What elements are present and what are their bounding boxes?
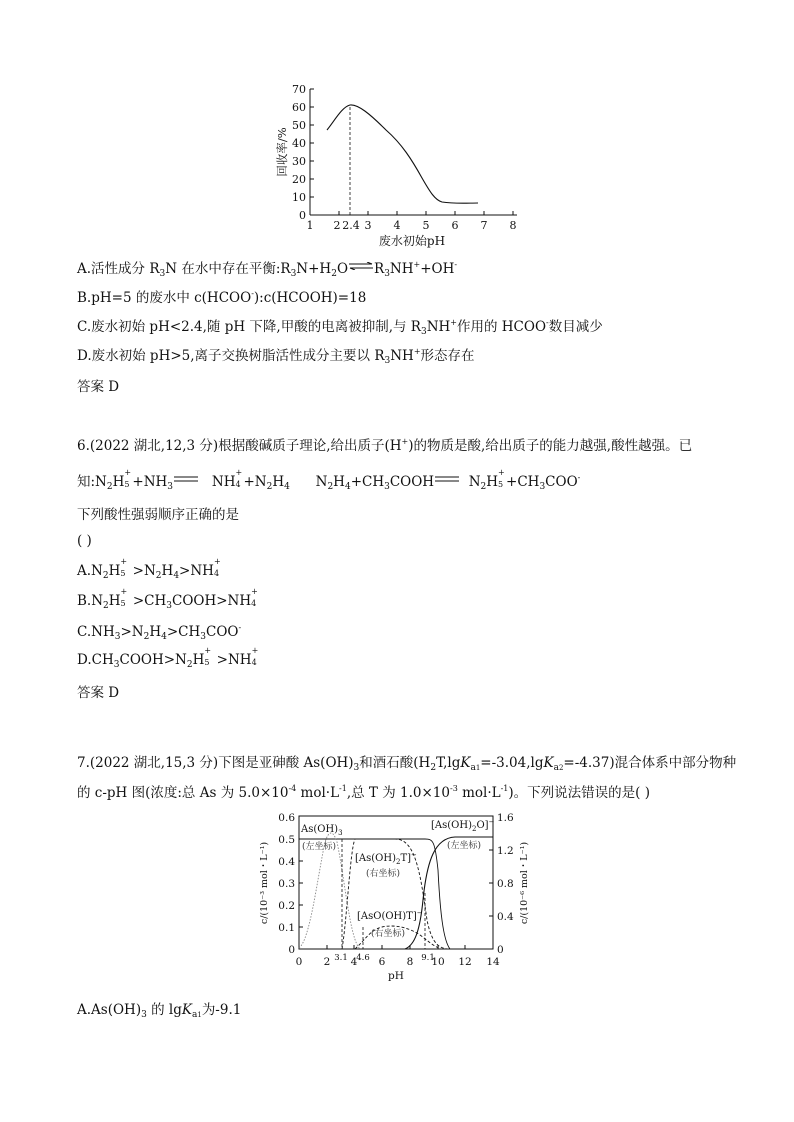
- recovery-chart: [270, 82, 530, 252]
- svg-text:12: 12: [458, 956, 472, 968]
- q5-option-a: A.活性成分 $R_3N$ 在水中存在平衡$:R_3N+H_2O$ $R_3NH^++OH^-$: [77, 260, 458, 279]
- x-tick: 7: [480, 219, 488, 232]
- y-axis-label: 回收率/%: [275, 127, 289, 177]
- x-tick: 5: [422, 219, 430, 232]
- svg-text:[As(OH)2T]−: $[As(OH)_2T]^-$: [355, 851, 417, 866]
- x-axis-label: pH: [388, 970, 404, 982]
- x-tick: 6: [451, 219, 459, 232]
- svg-text:1.2: 1.2: [497, 845, 514, 857]
- q6-option-b: $B.N_2H$ + 5 $>CH_3COOH>NH$ + 4: [77, 587, 258, 611]
- svg-text:0.8: 0.8: [497, 878, 514, 890]
- svg-text:0.4: 0.4: [278, 856, 295, 868]
- svg-text:0.4: 0.4: [497, 911, 514, 923]
- svg-text:0: 0: [497, 944, 504, 956]
- q6-answer: 答案 D: [77, 685, 120, 701]
- q7-stem-line2: 的 c-pH 图(浓度:总 As 为 $5.0\times 10^{-4}$ $mol\cdot L^{-1}$,总 T 为 $1.0\times 10^{-3}$ $mol\cdot L^{-1}$)。下列说法错误的是( ): [77, 784, 650, 801]
- svg-text:4: 4: [350, 956, 358, 968]
- q5-option-c: C.废水初始 pH<2.4,随 pH 下降,甲酸的电离被抑制,与 $R_3NH^+$作用的 HCOO-数目减少: [77, 318, 603, 337]
- q7-stem-line1: 7.(2022 湖北,15,3 分)下图是亚砷酸 $As(OH)_3$和酒石酸$(H_2T,\lg K_{a1}=-3.04,\lg K_{a2}=-4.37)$混合体系中部分物种: [77, 755, 737, 773]
- c-ph-chart: [255, 810, 535, 990]
- q6-option-d: $D.CH_3COOH>N_2H$ + 5 >NH + 4: [77, 646, 259, 670]
- svg-text:0.6: 0.6: [278, 812, 295, 824]
- svg-text:(右坐标): (右坐标): [366, 869, 401, 879]
- svg-text:0: 0: [288, 944, 295, 956]
- svg-text:6: 6: [378, 956, 386, 968]
- right-axis-label: c/(10⁻⁶ mol・L⁻¹): [519, 841, 530, 925]
- svg-text:[AsO(OH)T]−: [AsO(OH)T]−: [357, 909, 423, 922]
- svg-text:9.1: 9.1: [421, 953, 435, 963]
- q6-stem-line3: 下列酸性强弱顺序正确的是: [77, 507, 239, 523]
- y-tick: 70: [292, 83, 306, 96]
- y-tick: 10: [292, 191, 306, 204]
- svg-text:0.2: 0.2: [278, 900, 295, 912]
- svg-text:3.1: 3.1: [334, 953, 348, 963]
- y-tick: 60: [292, 101, 306, 114]
- svg-text:(左坐标): (左坐标): [302, 842, 337, 852]
- svg-text:0.1: 0.1: [278, 922, 295, 934]
- svg-text:1.6: 1.6: [497, 812, 514, 824]
- q6-option-c: $C.NH_3>N_2H_4>CH_3COO^-$: [77, 623, 242, 642]
- svg-text:(右坐标): (右坐标): [371, 929, 406, 939]
- q5-option-b: B.pH=5 的废水中 c(HCOO-):c(HCOOH)=18: [77, 289, 367, 306]
- equilibrium-arrow-icon: [173, 475, 199, 483]
- x-tick: 1: [306, 219, 314, 232]
- svg-text:0.3: 0.3: [278, 878, 295, 890]
- x-tick: 2.4: [342, 219, 360, 232]
- svg-text:[As(OH)2O]−: $[As(OH)_2O]^-$: [431, 818, 495, 833]
- x-tick: 2: [333, 219, 341, 232]
- q6-answer-paren: ( ): [77, 533, 92, 549]
- svg-text:2: 2: [323, 956, 331, 968]
- q7-option-a: $A.As(OH)_3$ 的 lgK$_{a1}$为-9.1: [77, 1002, 242, 1020]
- q6-stem-line2: 知$:N_2H$ + 5 $+NH_3$ NH + 4 $+N_2H_4$ $N_2H_4+CH_3COOH$ $N_2H$ + 5 $+CH_3COO^-$: [77, 468, 581, 492]
- svg-text:14: 14: [486, 956, 500, 968]
- q6-stem-line1: 6.(2022 湖北,12,3 分)根据酸碱质子理论,给出质子(H+)的物质是酸,给出质子的能力越强,酸性越强。已: [77, 437, 693, 454]
- x-tick: 3: [364, 219, 372, 232]
- y-tick: 50: [292, 119, 306, 132]
- svg-text:As(OH)3: $As(OH)_3$: [301, 824, 343, 837]
- svg-text:0.5: 0.5: [278, 834, 295, 846]
- y-tick: 20: [292, 173, 306, 186]
- y-tick: 40: [292, 137, 306, 150]
- equilibrium-arrow-icon: [434, 475, 460, 483]
- svg-text:10: 10: [431, 956, 445, 968]
- equilibrium-arrow-icon: [348, 262, 374, 270]
- x-axis-label: 废水初始pH: [378, 234, 446, 248]
- y-tick: 30: [292, 155, 306, 168]
- svg-text:8: 8: [406, 956, 414, 968]
- svg-text:(左坐标): (左坐标): [447, 841, 482, 851]
- left-axis-label: c/(10⁻³ mol・L⁻¹): [259, 841, 270, 925]
- svg-text:0: 0: [295, 956, 303, 968]
- y-tick: 0: [299, 209, 306, 222]
- svg-text:4.6: 4.6: [356, 953, 370, 963]
- q5-option-d: D.废水初始 pH>5,离子交换树脂活性成分主要以 $R_3NH^+$形态存在: [77, 347, 475, 366]
- x-tick: 8: [509, 219, 517, 232]
- q5-answer: 答案 D: [77, 379, 120, 395]
- asoh2o-curve: [405, 837, 493, 949]
- q6-option-a: $A.N_2H$ + 5 $>N_2H_4>NH$ + 4: [77, 557, 221, 581]
- x-tick: 4: [393, 219, 401, 232]
